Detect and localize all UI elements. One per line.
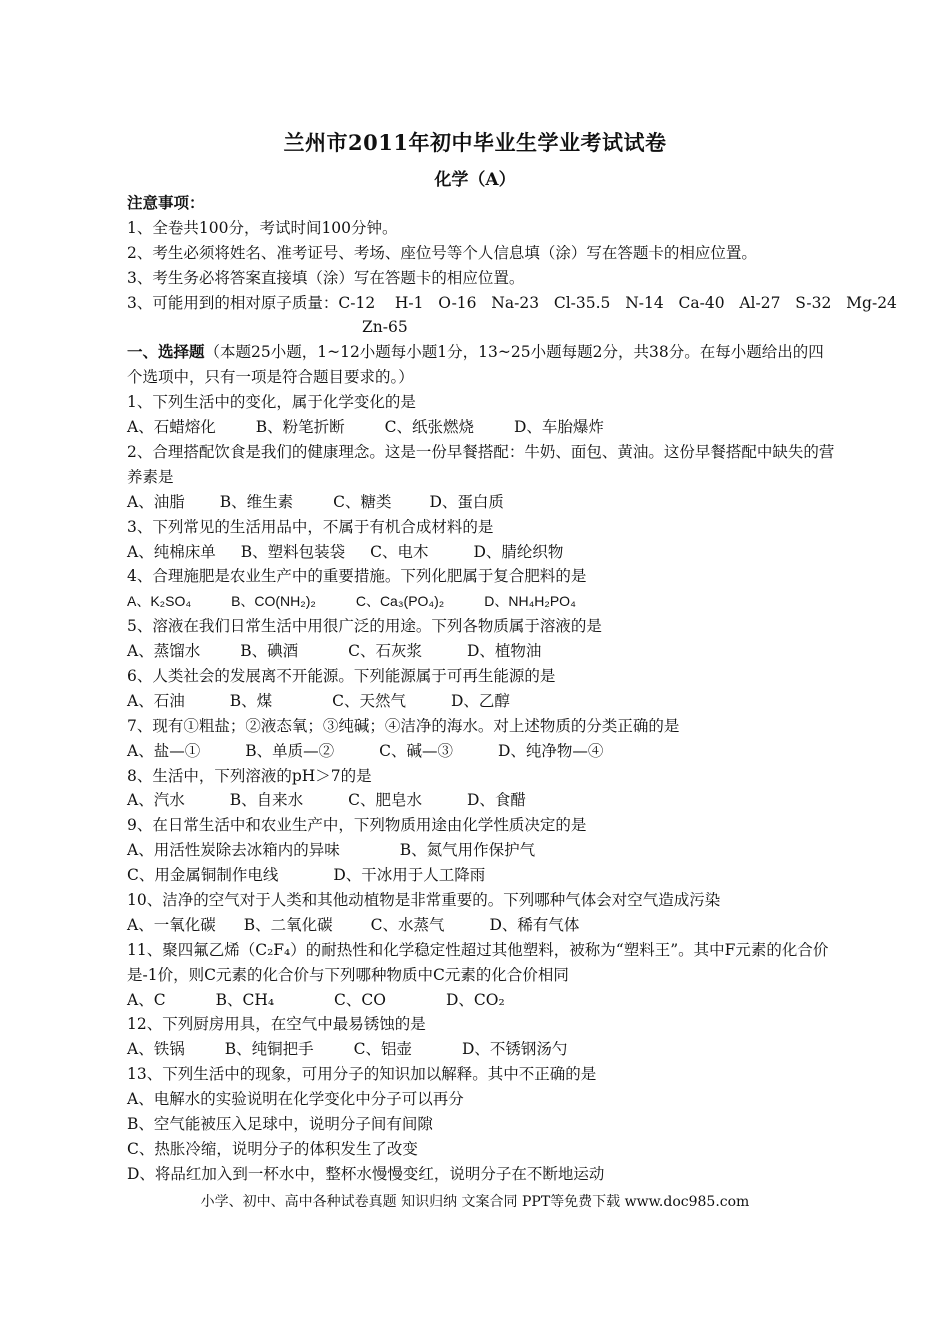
option: A、石蜡熔化 — [127, 418, 216, 437]
option: C、铝壶 — [353, 1040, 412, 1059]
notice-item: 1、全卷共100分，考试时间100分钟。 — [127, 218, 398, 237]
notice-item: 3、考生务必将答案直接填（涂）写在答题卡的相应位置。 — [127, 268, 525, 287]
option: C、肥皂水 — [348, 791, 422, 810]
question-stem: 12、下列厨房用具，在空气中最易锈蚀的是 — [127, 1015, 426, 1034]
option: B、氮气用作保护气 — [399, 841, 536, 860]
option: A、油脂 — [127, 492, 185, 511]
page-footer: 小学、初中、高中各种试卷真题 知识归纳 文案合同 PPT等免费下载 www.doc985.com — [200, 1194, 750, 1210]
question-stem: 5、溶液在我们日常生活中用很广泛的用途。下列各物质属于溶液的是 — [127, 617, 602, 636]
question-stem: 2、合理搭配饮食是我们的健康理念。这是一份早餐搭配：牛奶、面包、黄油。这份早餐搭配中缺失的营养素是 — [127, 442, 835, 486]
option: B、维生素 — [219, 492, 294, 511]
option: C、Ca₃(PO₄)₂ — [355, 593, 445, 610]
option: B、CH₄ — [215, 990, 275, 1009]
question-options — [127, 788, 839, 813]
question-options — [127, 1037, 839, 1062]
option: D、蛋白质 — [429, 492, 504, 511]
option: D、植物油 — [466, 642, 542, 661]
question-options — [127, 415, 839, 440]
option: C、天然气 — [332, 691, 406, 710]
page-subtitle: 化学（A） — [434, 170, 516, 190]
option: D、纯净物—④ — [497, 741, 604, 760]
option: C、CO — [334, 990, 386, 1009]
option: B、纯铜把手 — [224, 1040, 314, 1059]
option: A、铁锅 — [127, 1040, 185, 1059]
question-options — [127, 838, 839, 863]
question-options — [127, 913, 839, 938]
option: B、CO(NH₂)₂ — [231, 593, 316, 610]
option: D、乙醇 — [450, 691, 510, 710]
question-options — [127, 739, 839, 764]
option: D、稀有气体 — [489, 915, 580, 934]
option: B、粉笔折断 — [255, 418, 345, 437]
option: A、K₂SO₄ — [127, 593, 192, 610]
option: A、纯棉床单 — [127, 542, 216, 561]
section-description: （本题25小题，1~12小题每小题1分，13~25小题每题2分，共38分。在每小题给出的四个选项中，只有一项是符合题目要求的。） — [127, 343, 824, 387]
option: B、煤 — [229, 691, 273, 710]
option: A、石油 — [127, 691, 185, 710]
question-options — [127, 689, 839, 714]
question-stem: 6、人类社会的发展离不开能源。下列能源属于可再生能源的是 — [127, 666, 556, 685]
option: D、腈纶织物 — [473, 542, 564, 561]
option: D、将品红加入到一杯水中，整杯水慢慢变红，说明分子在不断地运动 — [127, 1164, 605, 1183]
question-options — [127, 988, 839, 1013]
option: B、二氧化碳 — [243, 915, 333, 934]
notice-item: Zn-65 — [362, 318, 408, 337]
option: C、纸张燃烧 — [384, 418, 474, 437]
option: C、用金属铜制作电线 — [127, 866, 279, 885]
notice-item: 3、可能用到的相对原子质量：C-12 H-1 O-16 Na-23 Cl-35.5 N-14 Ca-40 Al-27 S-32 Mg-24 — [127, 293, 897, 312]
question-stem: 3、下列常见的生活用品中，不属于有机合成材料的是 — [127, 517, 494, 536]
question-options — [127, 540, 839, 565]
question-stem: 4、合理施肥是农业生产中的重要措施。下列化肥属于复合肥料的是 — [127, 567, 587, 586]
option: D、干冰用于人工降雨 — [333, 866, 486, 885]
option: A、电解水的实验说明在化学变化中分子可以再分 — [127, 1090, 464, 1109]
section-heading — [127, 340, 839, 390]
question-stem: 1、下列生活中的变化，属于化学变化的是 — [127, 393, 416, 412]
question-options — [127, 639, 839, 664]
question-options — [127, 863, 839, 888]
option: D、食醋 — [466, 791, 526, 810]
option: C、碱—③ — [379, 741, 453, 760]
option: A、用活性炭除去冰箱内的异味 — [127, 841, 340, 860]
option: C、水蒸气 — [370, 915, 445, 934]
option: A、C — [127, 990, 166, 1009]
option: D、NH₄H₂PO₄ — [484, 593, 576, 610]
question-stem: 7、现有①粗盐；②液态氧；③纯碱；④洁净的海水。对上述物质的分类正确的是 — [127, 716, 680, 735]
option: C、糖类 — [333, 492, 392, 511]
option: D、CO₂ — [445, 990, 505, 1009]
page-title: 兰州市2011年初中毕业生学业考试试卷 — [283, 130, 667, 155]
question-stem: 11、聚四氟乙烯（C₂F₄）的耐热性和化学稳定性超过其他塑料，被称为“塑料王”。其中F元素的化合价是-1价，则C元素的化合价与下列哪种物质中C元素的化合价相同 — [127, 940, 829, 984]
question-stem: 8、生活中，下列溶液的pH＞7的是 — [127, 766, 372, 785]
question-stem: 10、洁净的空气对于人类和其他动植物是非常重要的。下列哪种气体会对空气造成污染 — [127, 891, 721, 909]
notice-heading: 注意事项： — [127, 193, 205, 212]
option: A、盐—① — [127, 741, 201, 760]
notice-item: 2、考生必须将姓名、准考证号、考场、座位号等个人信息填（涂）写在答题卡的相应位置。 — [127, 243, 757, 262]
option: B、塑料包装袋 — [240, 542, 346, 561]
option: A、蒸馏水 — [127, 642, 201, 661]
section-title: 一、选择题 — [127, 342, 205, 362]
exam-body — [127, 191, 897, 1187]
option: D、不锈钢汤勺 — [461, 1040, 568, 1059]
option: B、空气能被压入足球中，说明分子间有间隙 — [127, 1115, 433, 1134]
option: C、热胀冷缩，说明分子的体积发生了改变 — [127, 1139, 418, 1158]
option: B、碘酒 — [240, 642, 299, 661]
option: D、车胎爆炸 — [513, 418, 604, 437]
option: B、单质—② — [245, 741, 335, 760]
question-options — [127, 490, 839, 515]
option: B、自来水 — [229, 791, 304, 810]
option: C、石灰浆 — [348, 642, 422, 661]
option: A、汽水 — [127, 791, 185, 810]
question-stem: 9、在日常生活中和农业生产中，下列物质用途由化学性质决定的是 — [127, 816, 587, 835]
option: C、电木 — [370, 542, 429, 561]
option: A、一氧化碳 — [127, 915, 216, 934]
question-stem: 13、下列生活中的现象，可用分子的知识加以解释。其中不正确的是 — [127, 1065, 597, 1084]
question-options — [127, 589, 839, 614]
